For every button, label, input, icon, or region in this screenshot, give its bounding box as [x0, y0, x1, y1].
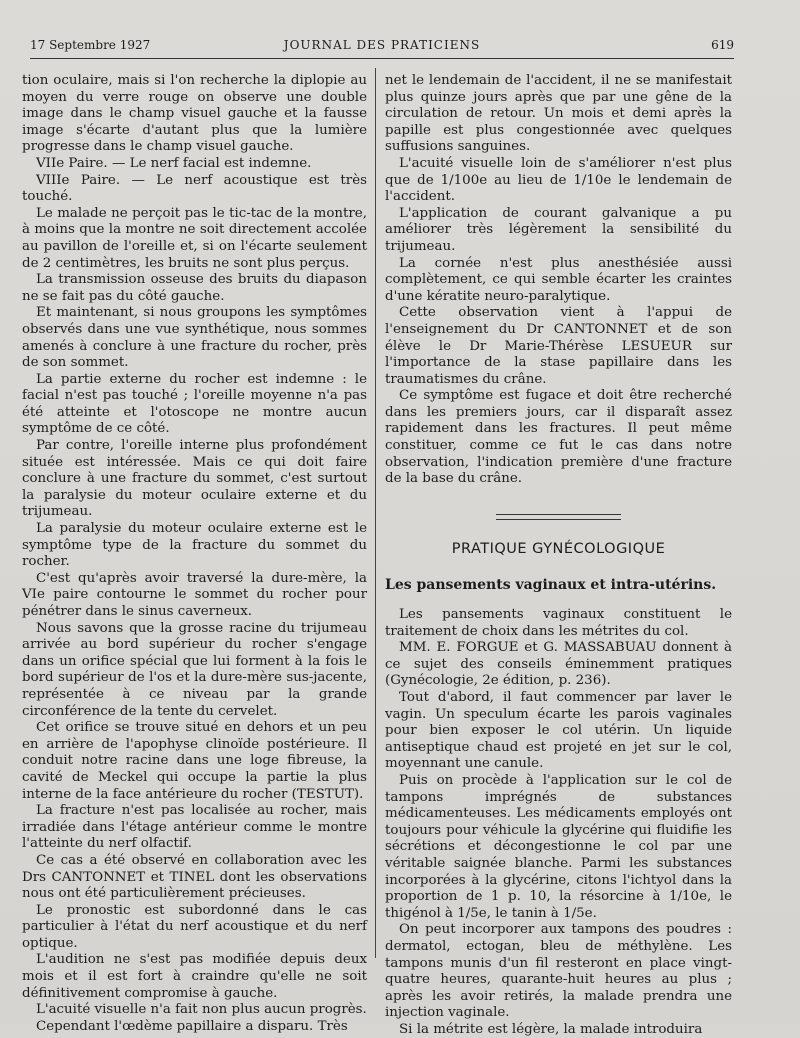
paragraph: Ce cas a été observé en collaboration avec les Drs CANTONNET et TINEL dont les observations nous ont été particulièrement précieuses.	[22, 852, 367, 902]
paragraph: Et maintenant, si nous groupons les symptômes observés dans une vue synthétique, nous sommes amenés à conclure à une fracture du rocher, près de son sommet.	[22, 305, 367, 371]
paragraph: Cependant l'œdème papillaire a disparu. Très	[36, 1018, 348, 1034]
paragraph: La transmission osseuse des bruits du diapason ne se fait pas du côté gauche.	[22, 272, 367, 304]
paragraph: On peut incorporer aux tampons des poudres : dermatol, ectogan, bleu de méthylène. Les tampons munis d'un fil resteront en place vingt-quatre heures, quarante-huit heures au plus ; après les avoir retirés, la malade prendra une injection vaginale.	[385, 922, 732, 1021]
paragraph: La fracture n'est pas localisée au rocher, mais irradiée dans l'étage antérieur comme le montre l'atteinte du nerf olfactif.	[22, 803, 367, 852]
journal-title: JOURNAL DES PRATICIENS	[283, 38, 481, 52]
paragraph: La paralysie du moteur oculaire externe est le symptôme type de la fracture du sommet du rocher.	[22, 521, 367, 570]
issue-date: 17 Septembre 1927	[30, 38, 151, 52]
paragraph: Nous savons que la grosse racine du trijumeau arrivée au bord supérieur du rocher s'engage dans un orifice spécial que lui forment à la fois le bord supérieur de l'os et la dure-mère sus-jacente, représentée à ce niveau par la grande circonférence de la tente du cervelet.	[22, 620, 367, 719]
paragraph: Si la métrite est légère, la malade introduira	[399, 1021, 703, 1037]
running-head	[30, 38, 734, 59]
paragraph: La cornée n'est plus anesthésiée aussi complètement, ce qui semble écarter les craintes d'une kératite neuro-paralytique.	[385, 255, 732, 304]
paragraph: VIIe Paire. — Le nerf facial est indemne.	[36, 155, 312, 171]
paragraph: Tout d'abord, il faut commencer par laver le vagin. Un speculum écarte les parois vaginales pour bien exposer le col utérin. Un liquide antiseptique chaud est projeté en jet sur le col, moyennant une canule.	[385, 690, 732, 772]
paragraph: Par contre, l'oreille interne plus profondément située est intéressée. Mais ce qui doit faire conclure à une fracture du sommet, c'est surtout la paralysie du moteur oculaire externe et du trijumeau.	[22, 438, 367, 520]
paragraph: Le malade ne perçoit pas le tic-tac de la montre, à moins que la montre ne soit directement accolée au pavillon de l'oreille et, si on l'écarte seulement de 2 centimètres, les bruits ne sont plus perçus.	[22, 205, 367, 271]
paragraph: Ce symptôme est fugace et doit être recherché dans les premiers jours, car il disparaît assez rapidement dans les fractures. Il peut même constituer, comme ce fut le cas dans notre observation, l'indication première d'une fracture de la base du crâne.	[385, 388, 732, 487]
article-title: Les pansements vaginaux et intra-utérins.	[385, 577, 717, 594]
page-number: 619	[711, 38, 734, 52]
paragraph: La partie externe du rocher est indemne : le facial n'est pas touché ; l'oreille moyenne n'a pas été atteinte et l'otoscope ne montre aucun symptôme de ce côté.	[22, 371, 367, 437]
left-column	[22, 73, 367, 1035]
paragraph: C'est qu'après avoir traversé la dure-mère, la VIe paire contourne le sommet du rocher pour pénétrer dans le sinus caverneux.	[22, 570, 367, 619]
paragraph: Les pansements vaginaux constituent le traitement de choix dans les métrites du col.	[385, 607, 732, 639]
paragraph: VIIIe Paire. — Le nerf acoustique est très touché.	[22, 172, 367, 205]
paragraph: L'acuité visuelle loin de s'améliorer n'est plus que de 1/100e au lieu de 1/10e le lendemain de l'accident.	[385, 155, 732, 205]
paragraph: Cette observation vient à l'appui de l'enseignement du Dr CANTONNET et de son élève le Dr Marie-Thérèse LESUEUR sur l'importance de la stase papillaire dans les traumatismes du crâne.	[385, 305, 732, 387]
section-rule	[496, 514, 621, 520]
paragraph: net le lendemain de l'accident, il ne se manifestait plus quinze jours après que par une gêne de la circulation de retour. Un mois et demi après la papille est plus congestionnée avec quelques suffusions sanguines.	[385, 73, 732, 155]
paragraph: tion oculaire, mais si l'on recherche la diplopie au moyen du verre rouge on observe une double image dans le champ visuel gauche et la fausse image s'écarte d'autant plus que la lumière progresse dans le champ visuel gauche.	[22, 73, 367, 155]
paragraph: L'acuité visuelle n'a fait non plus aucun progrès.	[36, 1002, 367, 1018]
paragraph: Cet orifice se trouve situé en dehors et un peu en arrière de l'apophyse clinoïde postérieure. Il conduit notre racine dans une loge fibreuse, la cavité de Meckel qui occupe la partie la plus interne de la face antérieure du rocher (TESTUT).	[22, 720, 367, 802]
paragraph: Puis on procède à l'application sur le col de tampons imprégnés de substances médicamenteuses. Les médicaments employés ont toujours pour véhicule la glycérine qui fluidifie les sécrétions et décongestionne le col par une véritable saignée blanche. Parmi les substances incorporées à la glycérine, citons l'ichtyol dans la proportion de 1 p. 10, la résorcine à 1/10e, le thigénol à 1/5e, le tanin à 1/5e.	[385, 772, 732, 921]
paragraph: L'application de courant galvanique a pu améliorer très légèrement la sensibilité du trijumeau.	[385, 205, 732, 254]
paragraph: Le pronostic est subordonné dans le cas particulier à l'état du nerf acoustique et du nerf optique.	[22, 902, 367, 951]
paragraph: L'audition ne s'est pas modifiée depuis deux mois et il est fort à craindre qu'elle ne soit définitivement compromise à gauche.	[22, 952, 367, 1001]
paragraph: MM. E. FORGUE et G. MASSABUAU donnent à ce sujet des conseils éminemment pratiques (Gynécologie, 2e édition, p. 236).	[385, 640, 732, 689]
column-divider	[375, 68, 376, 958]
section-heading: PRATIQUE GYNÉCOLOGIQUE	[451, 540, 666, 557]
right-column	[385, 73, 732, 1038]
